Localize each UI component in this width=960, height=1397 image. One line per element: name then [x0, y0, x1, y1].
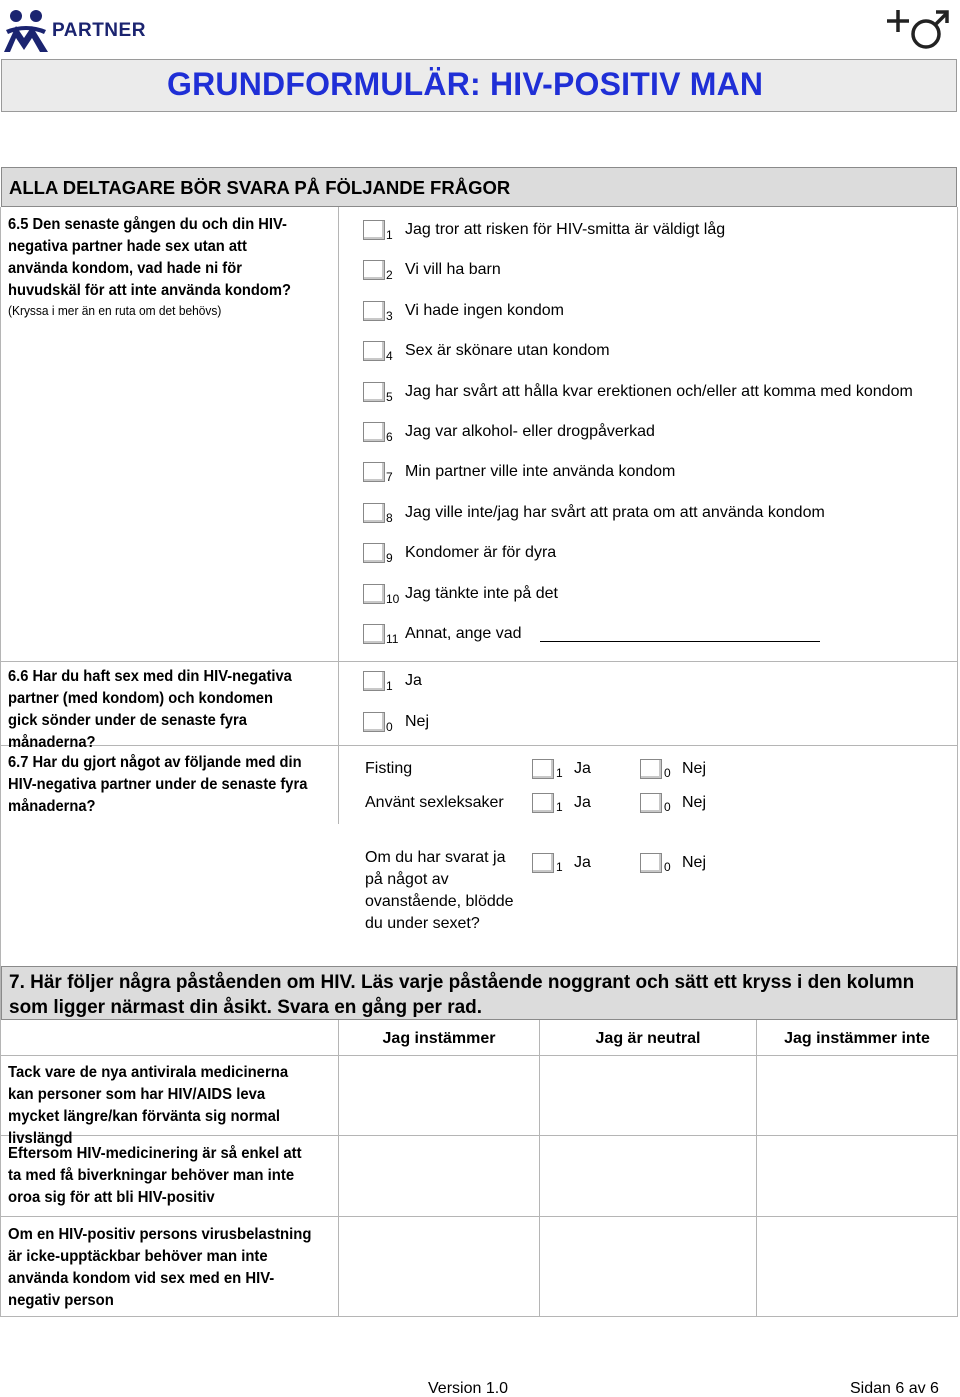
- question-6-7-text: 6.7 Har du gjort något av följande med din HIV-negativa partner under de senaste fyra månaderna?: [8, 754, 308, 815]
- question-6-5-note: (Kryssa i mer än en ruta om det behövs): [8, 303, 222, 318]
- row-label-fisting: Fisting: [365, 760, 413, 777]
- option-number: 0: [664, 860, 671, 874]
- option-label-yes: Ja: [574, 760, 591, 777]
- checkbox[interactable]: [363, 220, 385, 240]
- row-divider-65: [0, 661, 958, 662]
- logo-text: PARTNER: [52, 20, 146, 41]
- option-label: Vi vill ha barn: [405, 261, 501, 278]
- checkbox-toys-no[interactable]: [640, 793, 662, 813]
- option-number: 4: [386, 349, 393, 363]
- option-label: Ja: [405, 672, 422, 689]
- checkbox[interactable]: [363, 671, 385, 691]
- option-number: 6: [386, 430, 393, 444]
- grid-col-3: [756, 1020, 757, 1317]
- checkbox[interactable]: [363, 260, 385, 280]
- option-label: Nej: [405, 713, 430, 730]
- row-label-sex-toys: Använt sexleksaker: [365, 794, 504, 811]
- option-number: 0: [664, 800, 671, 814]
- option-number: 10: [386, 592, 400, 606]
- option-number: 2: [386, 268, 393, 282]
- option-number: 0: [386, 720, 393, 734]
- grid-col-1: [338, 1020, 339, 1317]
- checkbox-fisting-yes[interactable]: [532, 759, 554, 779]
- option-number: 5: [386, 390, 393, 404]
- question-7-text: 7. Här följer några påståenden om HIV. Läs varje påstående noggrant och sätt ett kryss i den kolumn som ligger närmast din åsikt. Svara en gång per rad.: [9, 972, 915, 1018]
- checkbox[interactable]: [363, 382, 385, 402]
- statement-3: Om en HIV-positiv persons virusbelastning är icke-upptäckbar behöver man inte använda kondom vid sex med en HIV-negativ person: [8, 1226, 312, 1309]
- checkbox-bleeding-no[interactable]: [640, 853, 662, 873]
- column-divider: [338, 207, 339, 824]
- checkbox[interactable]: [363, 503, 385, 523]
- option-label: Jag tänkte inte på det: [405, 585, 558, 602]
- checkbox-bleeding-yes[interactable]: [532, 853, 554, 873]
- question-6-6: [8, 666, 302, 754]
- table-border-right: [957, 207, 958, 1317]
- option-label: Jag var alkohol- eller drogpåverkad: [405, 423, 655, 440]
- row-label-bleeding: Om du har svarat ja på något av ovanstående, blödde du under sexet?: [365, 849, 514, 932]
- question-6-5-text: 6.5 Den senaste gången du och din HIV-negativa partner hade sex utan att använda kondom, vad hade ni för huvudskäl för att inte använda kondom?: [8, 216, 291, 299]
- section-heading: [1, 167, 957, 207]
- checkbox[interactable]: [363, 712, 385, 732]
- option-label: Jag tror att risken för HIV-smitta är väldigt låg: [405, 221, 726, 238]
- footer-version: Version 1.0: [428, 1380, 509, 1397]
- checkbox[interactable]: [363, 301, 385, 321]
- grid-col-2: [539, 1020, 540, 1317]
- option-number: 1: [556, 800, 563, 814]
- option-number: 0: [664, 766, 671, 780]
- option-label-yes: Ja: [574, 794, 591, 811]
- grid-row-2: [0, 1216, 958, 1217]
- option-label: Kondomer är för dyra: [405, 544, 557, 561]
- option-label: Annat, ange vad: [405, 625, 522, 642]
- option-label: Sex är skönare utan kondom: [405, 342, 610, 359]
- option-label: Vi hade ingen kondom: [405, 302, 564, 319]
- table-border-left: [0, 207, 1, 1317]
- question-6-5: [8, 214, 293, 320]
- page-title: GRUNDFORMULÄR: HIV-POSITIV MAN: [167, 66, 764, 102]
- question-7-heading: [1, 966, 957, 1020]
- option-number: 8: [386, 511, 393, 525]
- other-answer-line[interactable]: [540, 641, 820, 642]
- checkbox[interactable]: [363, 584, 385, 604]
- option-number: 1: [386, 679, 393, 693]
- checkbox-fisting-no[interactable]: [640, 759, 662, 779]
- checkbox[interactable]: [363, 341, 385, 361]
- column-header-disagree: Jag instämmer inte: [784, 1030, 930, 1047]
- column-header-neutral: Jag är neutral: [595, 1030, 701, 1047]
- question-6-7: [8, 752, 312, 818]
- option-label: Jag ville inte/jag har svårt att prata om att använda kondom: [405, 504, 825, 521]
- column-header-agree: Jag instämmer: [382, 1030, 496, 1047]
- option-label: Min partner ville inte använda kondom: [405, 463, 676, 480]
- option-label-no: Nej: [682, 760, 707, 777]
- footer-page-number: Sidan 6 av 6: [850, 1380, 939, 1397]
- grid-row-3: [0, 1316, 958, 1317]
- option-number: 1: [386, 228, 393, 242]
- checkbox[interactable]: [363, 624, 385, 644]
- option-number: 3: [386, 309, 393, 323]
- statement-1: Tack vare de nya antivirala medicinerna kan personer som har HIV/AIDS leva mycket längre/kan förvänta sig normal livslängd: [8, 1064, 289, 1147]
- option-number: 1: [556, 860, 563, 874]
- option-number: 9: [386, 551, 393, 565]
- option-number: 11: [386, 632, 399, 646]
- option-number: 1: [556, 766, 563, 780]
- question-6-6-text: 6.6 Har du haft sex med din HIV-negativa partner (med kondom) och kondomen gick sönder under de senaste fyra månaderna?: [8, 668, 292, 751]
- checkbox[interactable]: [363, 462, 385, 482]
- option-number: 7: [386, 470, 393, 484]
- option-label: Jag har svårt att hålla kvar erektionen och/eller att komma med kondom: [405, 383, 913, 400]
- statement-2: Eftersom HIV-medicinering är så enkel att ta med få biverkningar behöver man inte oroa sig för att bli HIV-positiv: [8, 1145, 302, 1206]
- section-heading-text: ALLA DELTAGARE BÖR SVARA PÅ FÖLJANDE FRÅGOR: [9, 177, 511, 198]
- checkbox[interactable]: [363, 422, 385, 442]
- checkbox[interactable]: [363, 543, 385, 563]
- grid-row-head: [0, 1055, 958, 1056]
- option-label-yes: Ja: [574, 854, 591, 871]
- gender-symbols-icon: [884, 6, 952, 52]
- option-label-no: Nej: [682, 854, 707, 871]
- checkbox-toys-yes[interactable]: [532, 793, 554, 813]
- option-label-no: Nej: [682, 794, 707, 811]
